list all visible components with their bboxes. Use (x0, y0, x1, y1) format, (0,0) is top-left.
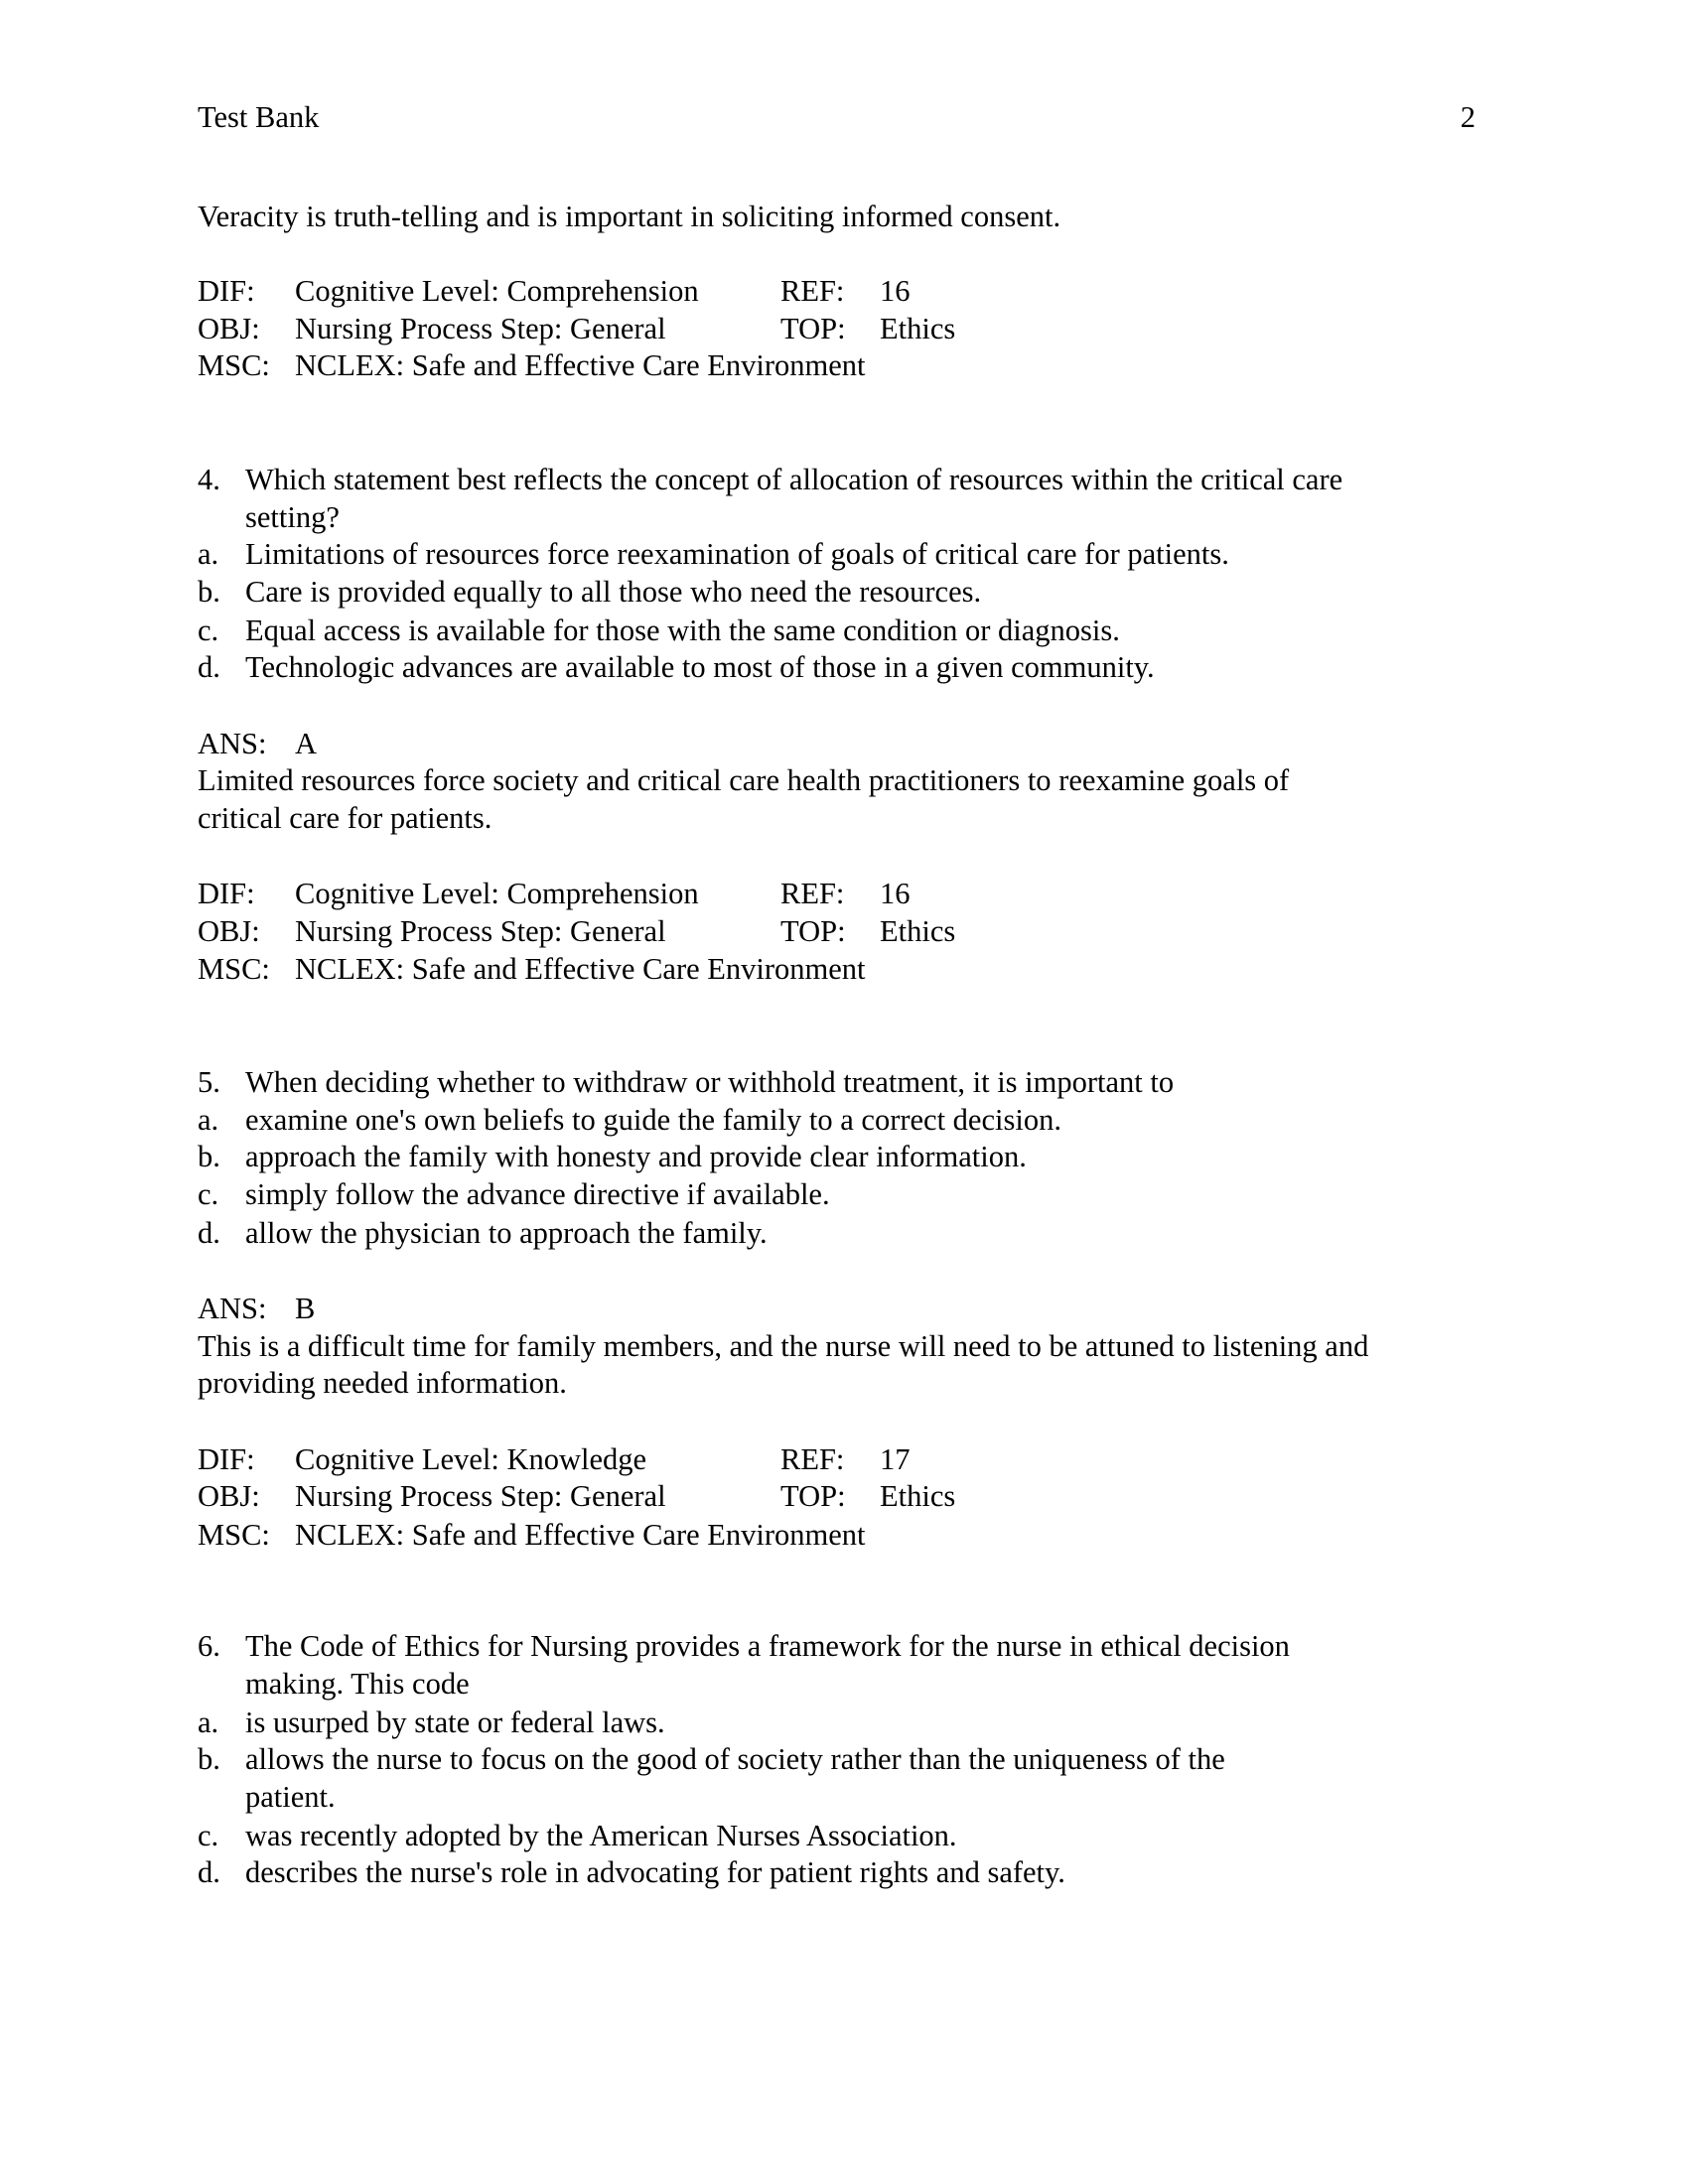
meta-dif-value: Cognitive Level: Comprehension (295, 274, 699, 308)
answer-value: A (295, 727, 318, 760)
page-number: 2 (1460, 100, 1476, 134)
meta-top-label: TOP: (780, 914, 846, 948)
meta-dif-value: Cognitive Level: Comprehension (295, 877, 699, 910)
option-text: patient. (245, 1780, 336, 1814)
option-text: examine one's own beliefs to guide the family to a correct decision. (245, 1103, 1061, 1137)
meta-obj-value: Nursing Process Step: General (295, 312, 666, 345)
meta-top-value: Ethics (880, 914, 956, 948)
meta-dif-value: Cognitive Level: Knowledge (295, 1442, 647, 1476)
meta-top-label: TOP: (780, 1479, 846, 1513)
meta-ref-value: 16 (880, 877, 911, 910)
option-text: simply follow the advance directive if available. (245, 1177, 830, 1211)
meta-obj-label: OBJ: (198, 914, 260, 948)
question-stem-line: The Code of Ethics for Nursing provides a framework for the nurse in ethical decision (245, 1629, 1290, 1663)
meta-top-value: Ethics (880, 1479, 956, 1513)
meta-top-label: TOP: (780, 312, 846, 345)
meta-ref-label: REF: (780, 274, 845, 308)
option-letter: b. (198, 1742, 220, 1776)
question-number: 5. (198, 1065, 220, 1099)
meta-ref-label: REF: (780, 877, 845, 910)
meta-obj-label: OBJ: (198, 1479, 260, 1513)
rationale-line: Limited resources force society and critical care health practitioners to reexamine goals of (198, 763, 1290, 797)
option-letter: d. (198, 1216, 220, 1250)
answer-value: B (295, 1292, 316, 1325)
option-letter: c. (198, 614, 219, 647)
meta-msc-label: MSC: (198, 1518, 270, 1552)
option-text: is usurped by state or federal laws. (245, 1706, 665, 1739)
option-text: allow the physician to approach the family. (245, 1216, 768, 1250)
rationale-line: providing needed information. (198, 1366, 567, 1400)
option-letter: a. (198, 1706, 219, 1739)
question-stem-line: Which statement best reflects the concept of allocation of resources within the critical care (245, 463, 1343, 496)
meta-msc-value: NCLEX: Safe and Effective Care Environment (295, 952, 866, 986)
option-text: describes the nurse's role in advocating for patient rights and safety. (245, 1855, 1065, 1889)
option-text: was recently adopted by the American Nurses Association. (245, 1819, 957, 1852)
option-letter: a. (198, 537, 219, 571)
option-letter: d. (198, 1855, 220, 1889)
meta-dif-label: DIF: (198, 1442, 255, 1476)
question-stem-line: When deciding whether to withdraw or withhold treatment, it is important to (245, 1065, 1175, 1099)
meta-obj-value: Nursing Process Step: General (295, 1479, 666, 1513)
meta-obj-value: Nursing Process Step: General (295, 914, 666, 948)
meta-top-value: Ethics (880, 312, 956, 345)
option-text: allows the nurse to focus on the good of society rather than the uniqueness of the (245, 1742, 1225, 1776)
question-stem-line: making. This code (245, 1667, 470, 1701)
answer-label: ANS: (198, 727, 267, 760)
option-text: Limitations of resources force reexamination of goals of critical care for patients. (245, 537, 1229, 571)
meta-msc-label: MSC: (198, 348, 270, 382)
option-letter: b. (198, 575, 220, 609)
option-letter: a. (198, 1103, 219, 1137)
meta-dif-label: DIF: (198, 274, 255, 308)
question-number: 4. (198, 463, 220, 496)
option-letter: b. (198, 1140, 220, 1173)
answer-label: ANS: (198, 1292, 267, 1325)
running-header-title: Test Bank (198, 100, 320, 134)
option-letter: d. (198, 650, 220, 684)
rationale-line: critical care for patients. (198, 801, 492, 835)
rationale-text: Veracity is truth-telling and is important in soliciting informed consent. (198, 200, 1061, 233)
meta-ref-value: 17 (880, 1442, 911, 1476)
question-number: 6. (198, 1629, 220, 1663)
option-text: approach the family with honesty and provide clear information. (245, 1140, 1027, 1173)
meta-ref-label: REF: (780, 1442, 845, 1476)
meta-msc-value: NCLEX: Safe and Effective Care Environment (295, 348, 866, 382)
option-letter: c. (198, 1819, 219, 1852)
meta-dif-label: DIF: (198, 877, 255, 910)
meta-ref-value: 16 (880, 274, 911, 308)
option-letter: c. (198, 1177, 219, 1211)
rationale-line: This is a difficult time for family members, and the nurse will need to be attuned to listening and (198, 1329, 1369, 1363)
option-text: Care is provided equally to all those who need the resources. (245, 575, 982, 609)
meta-obj-label: OBJ: (198, 312, 260, 345)
option-text: Equal access is available for those with the same condition or diagnosis. (245, 614, 1120, 647)
question-stem-line: setting? (245, 500, 340, 534)
option-text: Technologic advances are available to most of those in a given community. (245, 650, 1155, 684)
meta-msc-value: NCLEX: Safe and Effective Care Environment (295, 1518, 866, 1552)
meta-msc-label: MSC: (198, 952, 270, 986)
